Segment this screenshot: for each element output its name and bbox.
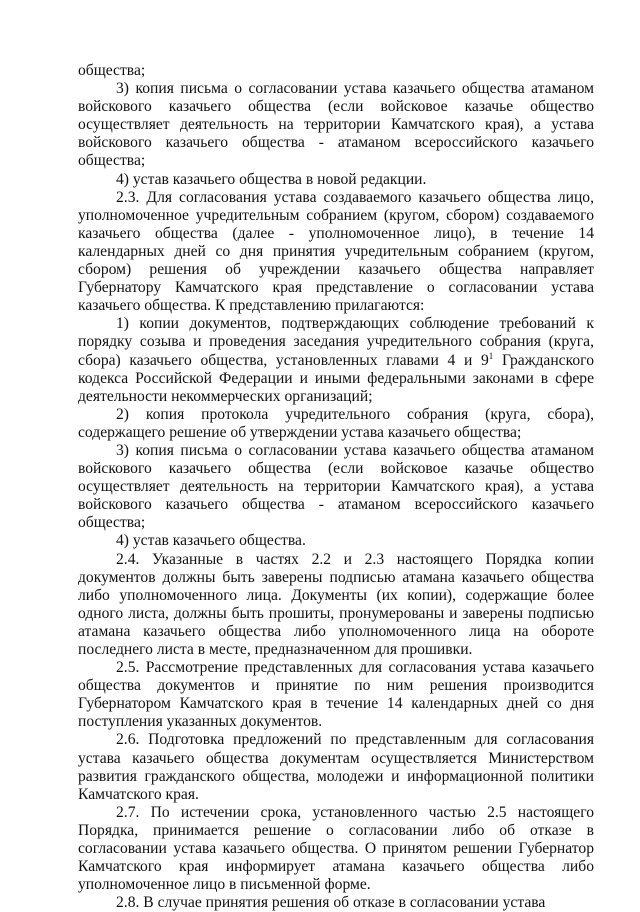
paragraph-item-1-text-after: Гражданского кодекса Российской Федерации и иными федеральными законами в сфере деятельности некоммерческих организаций;	[78, 351, 594, 405]
paragraph-continuation: общества;	[78, 62, 146, 79]
paragraph-2-8: 2.8. В случае принятия решения об отказе в согласовании устава	[116, 894, 546, 912]
paragraph-2-3: 2.3. Для согласования устава создаваемого казачьего общества лицо, уполномоченное учредительным собранием (кругом, сбором) создаваемого казачьего общества (далее - уполномоченное лицо), в течение 14 календарных дней со дня принятия учредительным собранием (кругом, сбором) решения об учреждении казачьего общества направляет Губернатору Камчатского края представление о согласовании устава казачьего общества. К представлению прилагаются:	[78, 188, 594, 315]
paragraph-2-7: 2.7. По истечении срока, установленного частью 2.5 настоящего Порядка, принимается решение о согласовании либо об отказе в согласовании устава казачьего общества. О принятом решении Губернатор Камчатского края информирует атамана казачьего общества либо уполномоченное лицо в письменной форме.	[78, 803, 594, 894]
paragraph-item-1-text-before: 1) копии документов, подтверждающих соблюдение требований к порядку созыва и проведения заседания учредительного собрания (круга, сбора) казачьего общества, установленных главами 4 и 9	[78, 315, 594, 369]
paragraph-item-1-document-copies	[78, 315, 594, 405]
paragraph-2-5: 2.5. Рассмотрение представленных для согласования устава казачьего общества документов и принятие по ним решения производится Губернатором Камчатского края в течение 14 календарных дней со дня поступления указанных документов.	[78, 659, 594, 731]
paragraph-item-2-protocol-copy: 2) копия протокола учредительного собрания (круга, сбора), содержащего решение об утверждении устава казачьего общества;	[78, 405, 594, 441]
paragraph-item-4-charter: 4) устав казачьего общества.	[116, 532, 306, 550]
paragraph-item-3-approval-letter: 3) копия письма о согласовании устава казачьего общества атаманом войскового казачьего общества (если войсковое казачье общество осуществляет деятельность на территории Камчатского края), а устава войскового казачьего общества - атаманом всероссийского казачьего общества;	[78, 80, 594, 170]
paragraph-item-3-approval-letter-2: 3) копия письма о согласовании устава казачьего общества атаманом войскового казачьего общества (если войсковое казачье общество осуществляет деятельность на территории Камчатского края), а устава войскового казачьего общества - атаманом всероссийского казачьего общества;	[78, 441, 594, 532]
paragraph-2-6: 2.6. Подготовка предложений по представленным для согласования устава казачьего общества документам осуществляется Министерством развития гражданского общества, молодежи и информационной политики Камчатского края.	[78, 731, 594, 803]
paragraph-2-4: 2.4. Указанные в частях 2.2 и 2.3 настоящего Порядка копии документов должны быть заверены подписью атамана казачьего общества либо уполномоченного лица. Документы (их копии), содержащие более одного листа, должны быть прошиты, пронумерованы и заверены подписью атамана казачьего общества либо уполномоченного лица на обороте последнего листа в месте, предназначенном для прошивки.	[78, 550, 594, 658]
paragraph-item-4-new-charter: 4) устав казачьего общества в новой редакции.	[116, 170, 427, 188]
superscript: 1	[488, 350, 494, 361]
document-body	[78, 62, 594, 912]
